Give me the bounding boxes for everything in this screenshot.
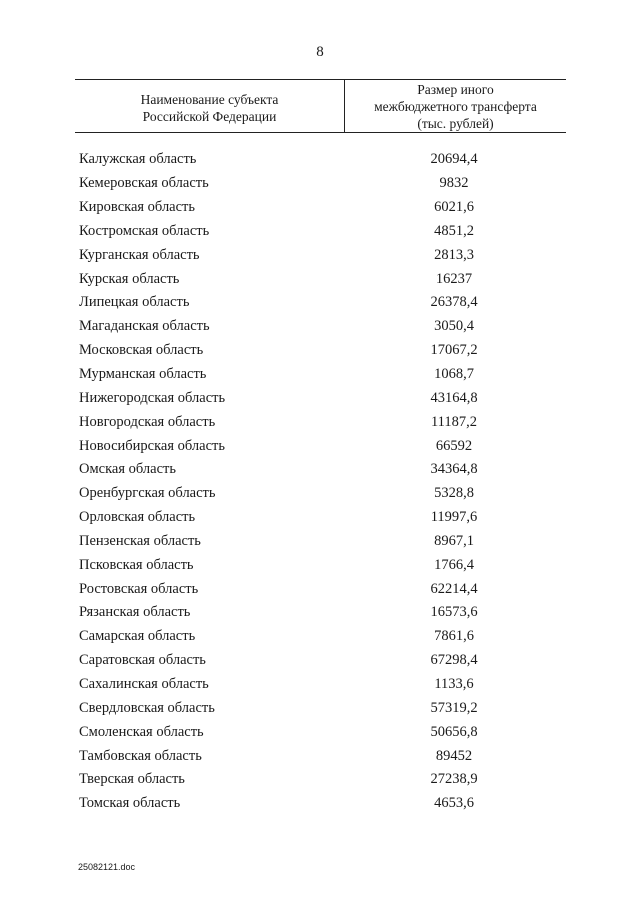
table-row [79, 601, 566, 625]
table-row [79, 148, 566, 172]
transfer-amount: 11187,2 [430, 413, 478, 430]
table-row [79, 792, 566, 816]
transfer-amount: 66592 [435, 437, 473, 454]
table-row [79, 625, 566, 649]
region-name: Омская область [79, 461, 176, 478]
table-row [79, 530, 566, 554]
transfer-amount: 27238,9 [430, 771, 478, 788]
region-name: Томская область [79, 795, 181, 812]
region-name: Кировская область [79, 199, 196, 216]
transfer-amount: 4851,2 [434, 222, 474, 239]
region-name: Саратовская область [79, 652, 206, 669]
transfer-amount: 16573,6 [430, 604, 478, 621]
region-name: Кемеровская область [79, 175, 209, 192]
table-row [79, 315, 566, 339]
region-name: Московская область [79, 342, 204, 359]
transfer-amount: 16237 [435, 270, 473, 287]
header-value-label: Размер иного межбюджетного трансферта (тыс. рублей) [374, 81, 537, 131]
table-row [79, 649, 566, 673]
transfer-amount: 62214,4 [430, 580, 478, 597]
table-body [79, 148, 566, 816]
document-id: 25082121.doc [78, 862, 136, 872]
page-number: 8 [316, 44, 324, 60]
table-row [79, 386, 566, 410]
transfer-amount: 2813,3 [434, 246, 474, 263]
region-name: Новосибирская область [79, 437, 225, 454]
transfer-amount: 1133,6 [434, 675, 474, 692]
region-name: Пензенская область [79, 532, 201, 549]
transfer-amount: 7861,6 [434, 628, 474, 645]
header-name-label: Наименование субъекта Российской Федерации [140, 91, 279, 124]
table-row [79, 243, 566, 267]
region-name: Самарская область [79, 628, 196, 645]
region-name: Псковская область [79, 556, 194, 573]
transfer-amount: 34364,8 [430, 461, 478, 478]
table-row [79, 363, 566, 387]
region-name: Тамбовская область [79, 747, 202, 764]
region-name: Рязанская область [79, 604, 191, 621]
header-name-column [75, 80, 345, 132]
table-row [79, 458, 566, 482]
region-name: Магаданская область [79, 318, 210, 335]
table-row [79, 291, 566, 315]
table-row [79, 339, 566, 363]
region-name: Орловская область [79, 509, 196, 526]
transfer-amount: 6021,6 [434, 199, 474, 216]
table-row [79, 196, 566, 220]
table-row [79, 410, 566, 434]
table-row [79, 577, 566, 601]
table-row [79, 267, 566, 291]
transfer-amount: 57319,2 [430, 699, 478, 716]
transfer-amount: 3050,4 [434, 318, 474, 335]
transfer-amount: 11997,6 [430, 509, 478, 526]
transfer-amount: 8967,1 [434, 532, 474, 549]
table-row [79, 434, 566, 458]
table-row [79, 720, 566, 744]
region-name: Сахалинская область [79, 675, 209, 692]
transfer-amount: 20694,4 [430, 151, 478, 168]
table-row [79, 220, 566, 244]
transfer-amount: 67298,4 [430, 652, 478, 669]
table-header [75, 79, 566, 133]
region-name: Оренбургская область [79, 485, 216, 502]
transfer-amount: 89452 [435, 747, 473, 764]
region-name: Курская область [79, 270, 180, 287]
table-row [79, 673, 566, 697]
transfer-amount: 4653,6 [434, 795, 474, 812]
region-name: Курганская область [79, 246, 200, 263]
region-name: Липецкая область [79, 294, 190, 311]
transfer-amount: 26378,4 [430, 294, 478, 311]
transfer-amount: 5328,8 [434, 485, 474, 502]
transfer-amount: 1068,7 [434, 366, 474, 383]
region-name: Костромская область [79, 222, 210, 239]
transfer-amount: 9832 [439, 175, 469, 192]
transfer-amount: 43164,8 [430, 389, 478, 406]
transfer-amount: 17067,2 [430, 342, 478, 359]
table-row [79, 768, 566, 792]
region-name: Нижегородская область [79, 389, 226, 406]
region-name: Новгородская область [79, 413, 216, 430]
region-name: Мурманская область [79, 366, 207, 383]
region-name: Тверская область [79, 771, 185, 788]
transfer-amount: 1766,4 [434, 556, 474, 573]
region-name: Свердловская область [79, 699, 215, 716]
region-name: Калужская область [79, 151, 197, 168]
table-row [79, 172, 566, 196]
header-value-column [345, 80, 566, 132]
table-row [79, 553, 566, 577]
table-row [79, 744, 566, 768]
region-name: Смоленская область [79, 723, 204, 740]
table-row [79, 506, 566, 530]
table-row [79, 696, 566, 720]
table-row [79, 482, 566, 506]
region-name: Ростовская область [79, 580, 199, 597]
transfer-amount: 50656,8 [430, 723, 478, 740]
